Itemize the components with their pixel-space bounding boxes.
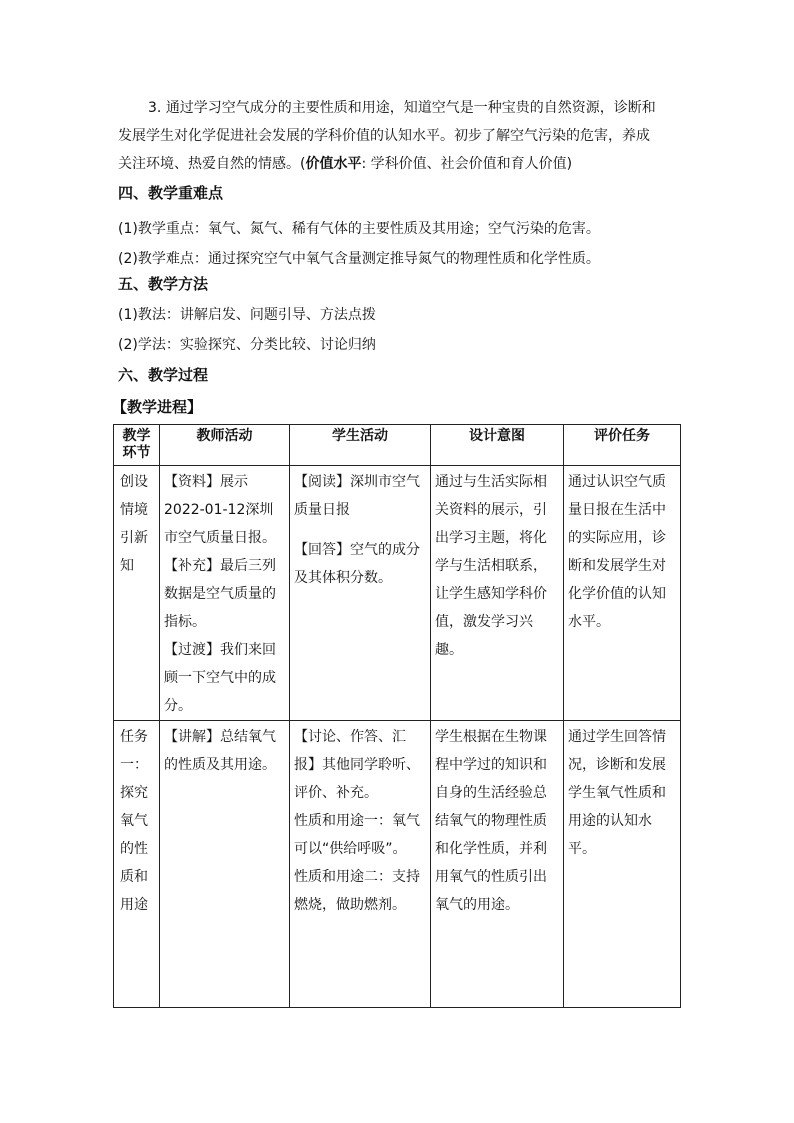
teacher-activity-text: 【过渡】我们来回顾一下空气中的成分。 <box>164 642 276 714</box>
teacher-activity-text: 【补充】最后三列数据是空气质量的指标。 <box>164 558 276 630</box>
section-heading-methods: 五、教学方法 <box>118 275 209 293</box>
header-stage: 教学环节 <box>114 425 160 466</box>
teacher-activity-cell <box>160 466 290 721</box>
key-point-item: (1)教学重点：氧气、氮气、稀有气体的主要性质及其用途；空气污染的危害。 <box>118 221 600 237</box>
design-intent-cell: 学生根据在生物课程中学过的知识和自身的生活经验总结氧气的物理性质和化学性质，并利用氧气的性质引出氧气的用途。 <box>431 721 564 1008</box>
teacher-activity-text: 【讲解】总结氧气的性质及其用途。 <box>164 729 276 773</box>
evaluation-task-cell: 通过认识空气质量日报在生活中的实际应用，诊断和发展学生对化学价值的认知水平。 <box>564 466 681 721</box>
objective-line-1: 通过学习空气成分的主要性质和用途，知道空气是一种宝贵的自然资源，诊断和 <box>165 100 656 116</box>
teaching-method-item: (1)教法：讲解启发、问题引导、方法点拨 <box>118 307 376 323</box>
evaluation-task-cell: 通过学生回答情况，诊断和发展学生氧气性质和用途的认知水平。 <box>564 721 681 1008</box>
learning-method-item: (2)学法：实验探究、分类比较、讨论归纳 <box>118 337 376 353</box>
value-level-label: 价值水平 <box>305 156 362 172</box>
section-heading-key-points: 四、教学重难点 <box>118 184 224 202</box>
objective-line-3: 关注环境、热爱自然的情感。( <box>118 156 306 172</box>
student-activity-text: 性质和用途二：支持燃烧，做助燃剂。 <box>294 869 420 913</box>
value-level-text: : 学科价值、社会价值和育人价值) <box>361 156 573 172</box>
table-row <box>114 466 681 721</box>
header-evaluation-task: 评价任务 <box>564 425 681 466</box>
student-activity-text: 【回答】空气的成分及其体积分数。 <box>294 542 420 586</box>
student-activity-cell <box>290 466 431 721</box>
header-design-intent: 设计意图 <box>431 425 564 466</box>
process-subheading: 【教学进程】 <box>112 398 203 416</box>
stage-cell: 任务一：探究氧气的性质和用途 <box>114 721 160 1008</box>
header-student-activity: 学生活动 <box>290 425 431 466</box>
section-heading-process: 六、教学过程 <box>118 366 209 384</box>
objective-line-2: 发展学生对化学促进社会发展的学科价值的认知水平。初步了解空气污染的危害，养成 <box>118 128 650 144</box>
difficult-point-item: (2)教学难点：通过探究空气中氧气含量测定推导氮气的物理性质和化学性质。 <box>118 251 600 267</box>
objective-3-paragraph <box>118 94 678 178</box>
teacher-activity-text: 【资料】展示2022-01-12深圳市空气质量日报。 <box>164 474 276 546</box>
student-activity-text: 性质和用途一：氧气可以“供给呼吸”。 <box>294 813 420 857</box>
table-row <box>114 721 681 1008</box>
design-intent-cell: 通过与生活实际相关资料的展示，引出学习主题，将化学与生活相联系，让学生感知学科价值，激发学习兴趣。 <box>431 466 564 721</box>
student-activity-text: 【阅读】深圳市空气质量日报 <box>294 474 420 518</box>
student-activity-text: 【讨论、作答、汇报】其他同学聆听、评价、补充。 <box>294 729 420 801</box>
student-activity-cell <box>290 721 431 1008</box>
header-teacher-activity: 教师活动 <box>160 425 290 466</box>
table-header-row <box>114 425 681 466</box>
stage-cell: 创设情境引新知 <box>114 466 160 721</box>
teacher-activity-cell <box>160 721 290 1008</box>
objective-number: 3. <box>148 100 162 116</box>
teaching-process-table <box>113 424 681 1008</box>
